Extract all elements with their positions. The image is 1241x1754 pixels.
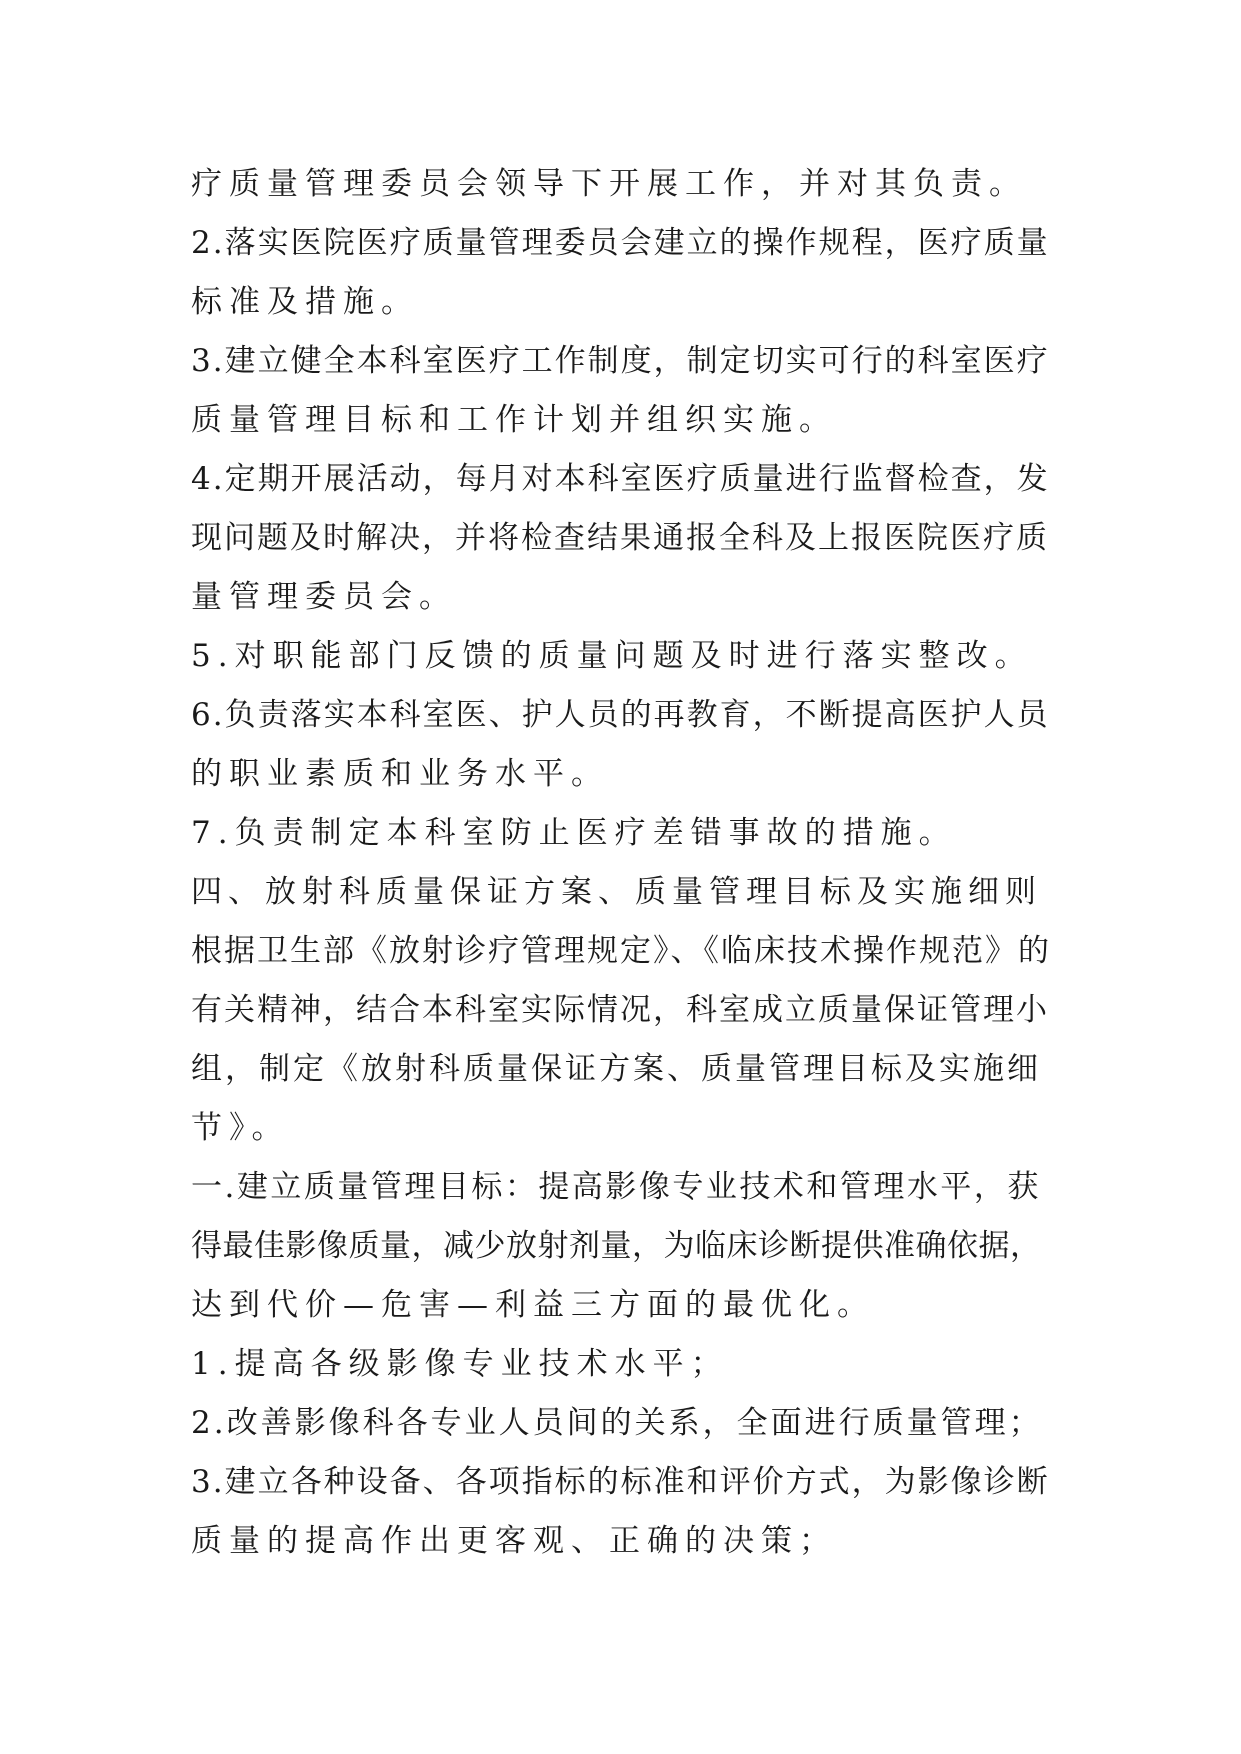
text-line: 有关精神，结合本科室实际情况，科室成立质量保证管理小 [191,992,1049,1028]
text-line: 质量的提高作出更客观、正确的决策； [191,1523,837,1559]
text-line: 疗质量管理委员会领导下开展工作，并对其负责。 [191,166,1027,202]
text-line: 3.建立各种设备、各项指标的标准和评价方式，为影像诊断 [191,1464,1050,1500]
text-line: 6.负责落实本科室医、护人员的再教育，不断提高医护人员 [191,697,1050,733]
text-line: 根据卫生部《放射诊疗管理规定》、《临床技术操作规范》的 [191,933,1051,969]
text-line: 3.建立健全本科室医疗工作制度，制定切实可行的科室医疗 [191,343,1050,379]
text-line: 1.提高各级影像专业技术水平； [191,1346,729,1382]
text-line: 一.建立质量管理目标：提高影像专业技术和管理水平，获 [191,1169,1041,1205]
text-line: 节》。 [191,1110,290,1146]
text-line: 7.负责制定本科室防止医疗差错事故的措施。 [191,815,957,851]
text-line: 得最佳影像质量，减少放射剂量，为临床诊断提供准确依据， [191,1228,1042,1264]
text-line: 4.定期开展活动，每月对本科室医疗质量进行监督检查，发 [191,461,1050,497]
text-line: 量管理委员会。 [191,579,457,615]
text-line: 2.改善影像科各专业人员间的关系，全面进行质量管理； [191,1405,1043,1441]
text-line: 达到代价—危害—利益三方面的最优化。 [191,1287,875,1323]
section-heading: 四、放射科质量保证方案、质量管理目标及实施细则 [191,874,1042,910]
document-body [191,155,1051,1571]
text-line: 5.对职能部门反馈的质量问题及时进行落实整改。 [191,638,1033,674]
text-line: 标准及措施。 [191,284,419,320]
text-line: 现问题及时解决，并将检查结果通报全科及上报医院医疗质 [191,520,1049,556]
text-line: 质量管理目标和工作计划并组织实施。 [191,402,837,438]
text-line: 的职业素质和业务水平。 [191,756,609,792]
text-line: 组，制定《放射科质量保证方案、质量管理目标及实施细 [191,1051,1041,1087]
text-line: 2.落实医院医疗质量管理委员会建立的操作规程，医疗质量 [191,225,1050,261]
